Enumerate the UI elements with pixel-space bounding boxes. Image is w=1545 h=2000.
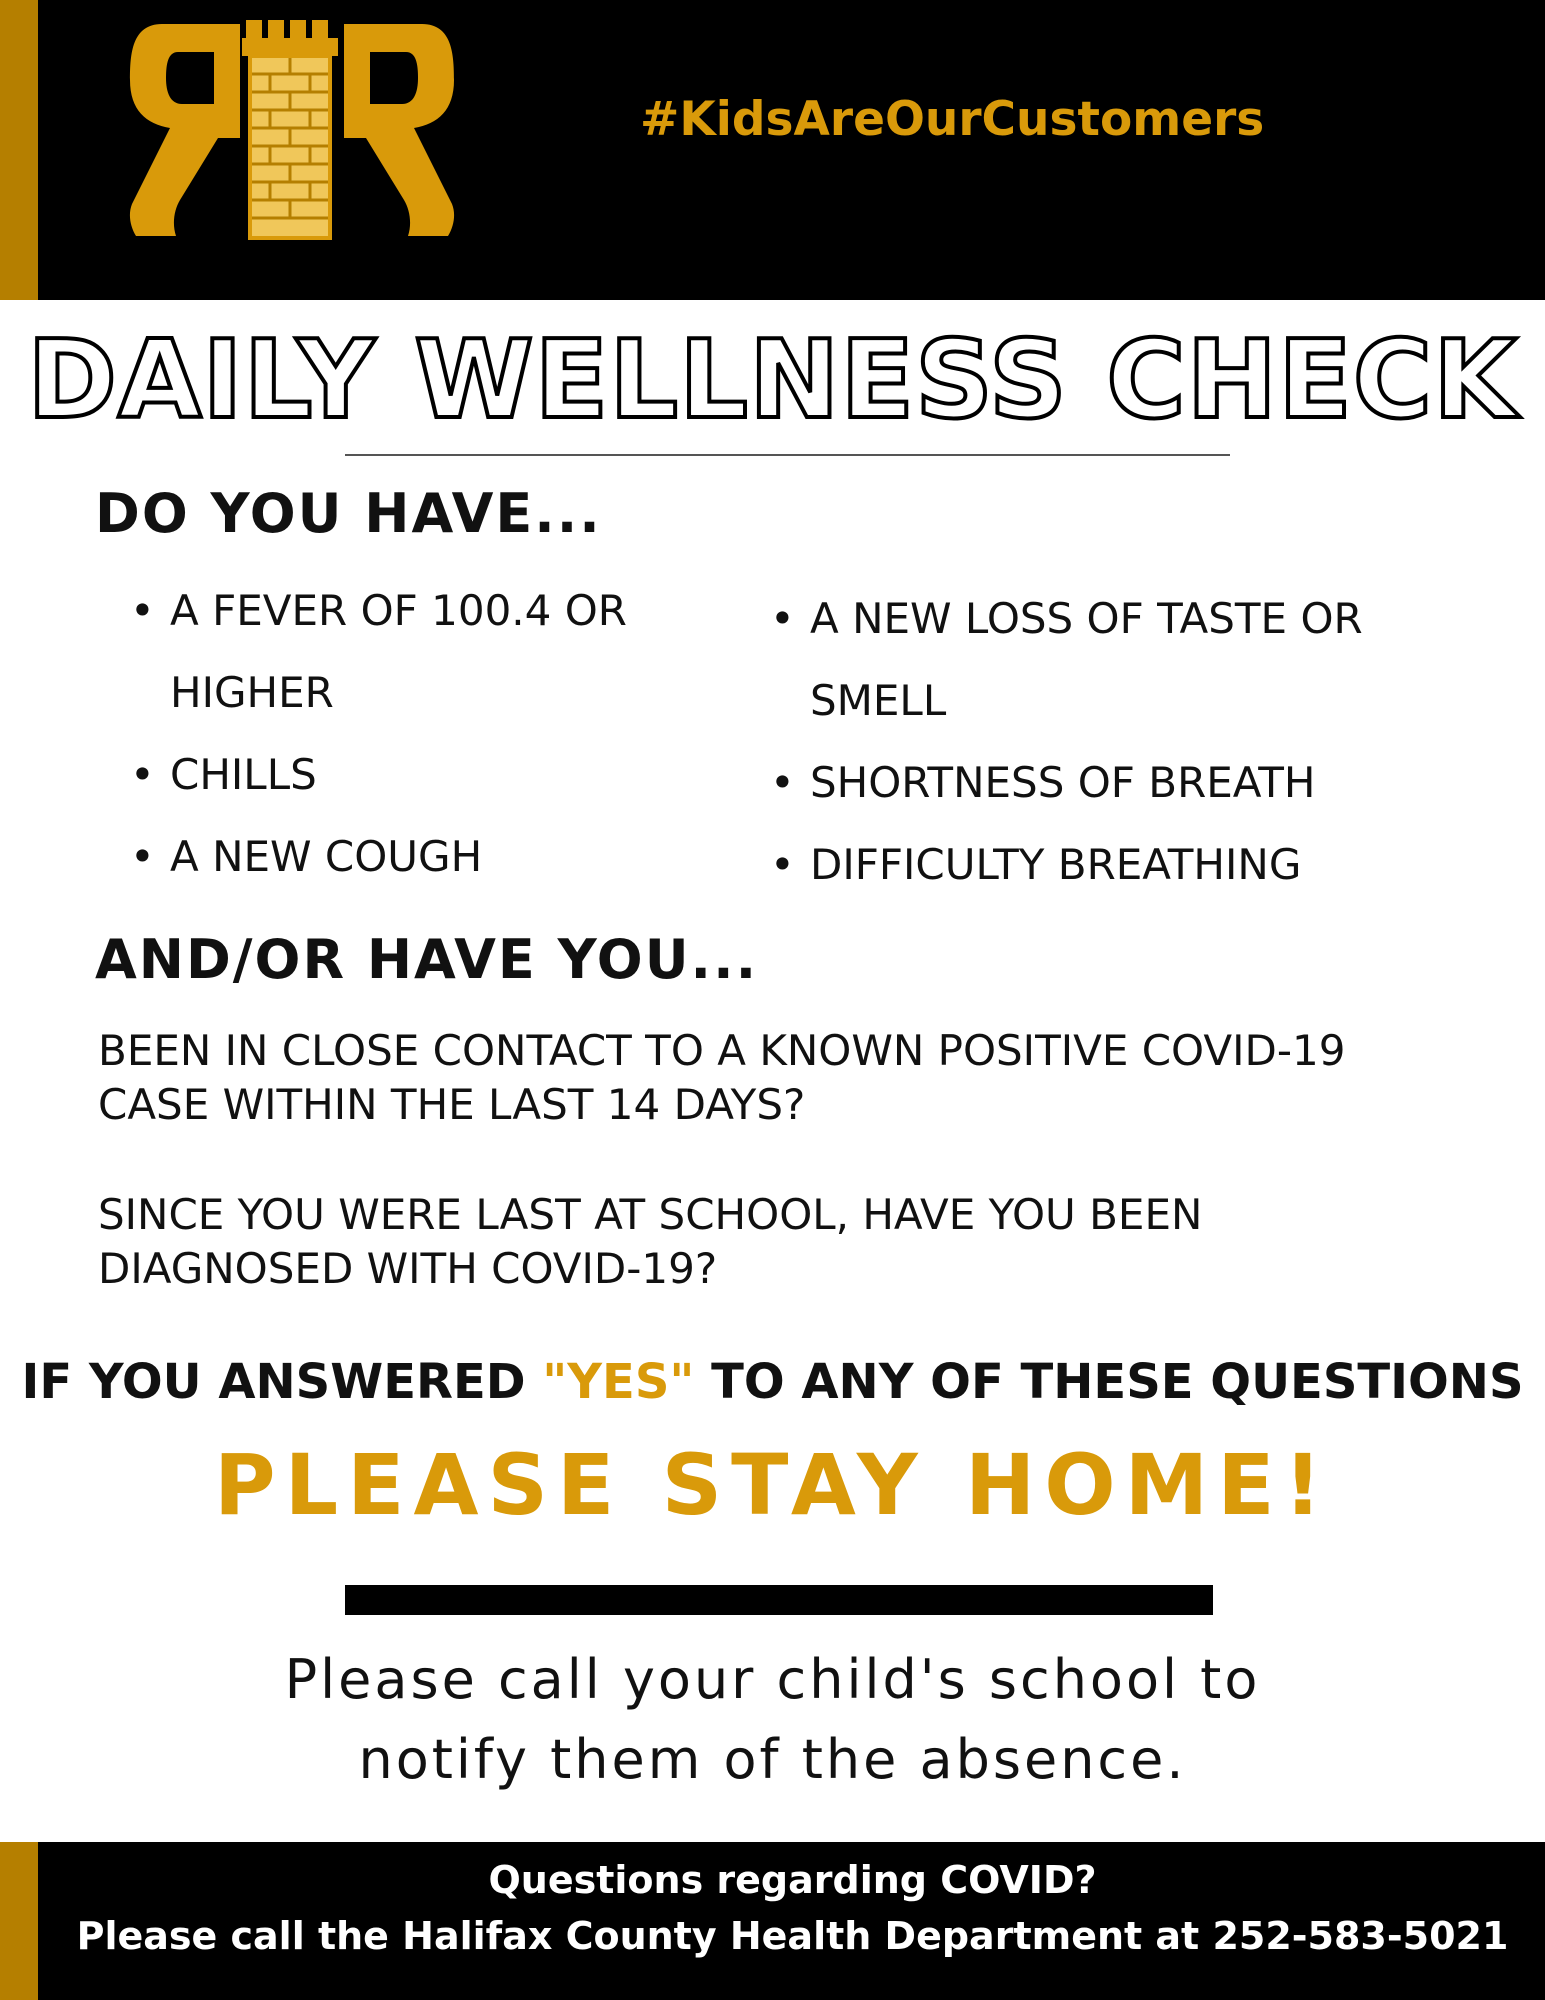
symptom-item: • CHILLS	[130, 734, 690, 816]
header-gold-strip	[0, 0, 38, 300]
bullet-icon: •	[770, 594, 795, 643]
section-heading-do-you-have: DO YOU HAVE...	[95, 482, 602, 545]
call-school-message	[0, 1640, 1545, 1800]
symptom-item: • A NEW COUGH	[130, 816, 690, 898]
bullet-icon: •	[770, 840, 795, 889]
symptom-item: • A FEVER OF 100.4 OR HIGHER	[130, 570, 690, 734]
bullet-icon: •	[130, 750, 155, 799]
bullet-icon: •	[130, 586, 155, 635]
stay-home-heading: PLEASE STAY HOME!	[214, 1436, 1331, 1534]
symptom-list-right	[770, 578, 1470, 906]
question-diagnosed: SINCE YOU WERE LAST AT SCHOOL, HAVE YOU BEEN DIAGNOSED WITH COVID-19?	[98, 1190, 1203, 1293]
if-yes-statement: IF YOU ANSWERED "YES" TO ANY OF THESE QUESTIONS	[21, 1354, 1524, 1410]
footer-gold-strip	[0, 1842, 38, 2000]
page-title: DAILY WELLNESS CHECK	[27, 318, 1518, 443]
bullet-icon: •	[770, 758, 795, 807]
call-school-line-2: notify them of the absence.	[358, 1728, 1187, 1791]
call-school-line-1: Please call your child's school to	[284, 1648, 1261, 1711]
thick-divider	[345, 1585, 1213, 1615]
symptom-item: • DIFFICULTY BREATHING	[770, 824, 1470, 906]
symptom-item: • A NEW LOSS OF TASTE OR SMELL	[770, 578, 1470, 742]
footer-question: Questions regarding COVID?	[488, 1858, 1097, 1902]
title-divider	[345, 454, 1230, 456]
yes-highlight: "YES"	[542, 1354, 695, 1410]
footer-contact: Please call the Halifax County Health Department at 252-583-5021	[76, 1914, 1509, 1958]
section-heading-and-or-have-you: AND/OR HAVE YOU...	[95, 928, 759, 991]
bullet-icon: •	[130, 832, 155, 881]
hashtag: #KidsAreOurCustomers	[640, 92, 1265, 147]
symptom-list-left	[130, 570, 690, 898]
question-close-contact: BEEN IN CLOSE CONTACT TO A KNOWN POSITIVE COVID-19 CASE WITHIN THE LAST 14 DAYS?	[98, 1026, 1346, 1129]
symptom-item: • SHORTNESS OF BREATH	[770, 742, 1470, 824]
school-logo	[122, 14, 462, 242]
